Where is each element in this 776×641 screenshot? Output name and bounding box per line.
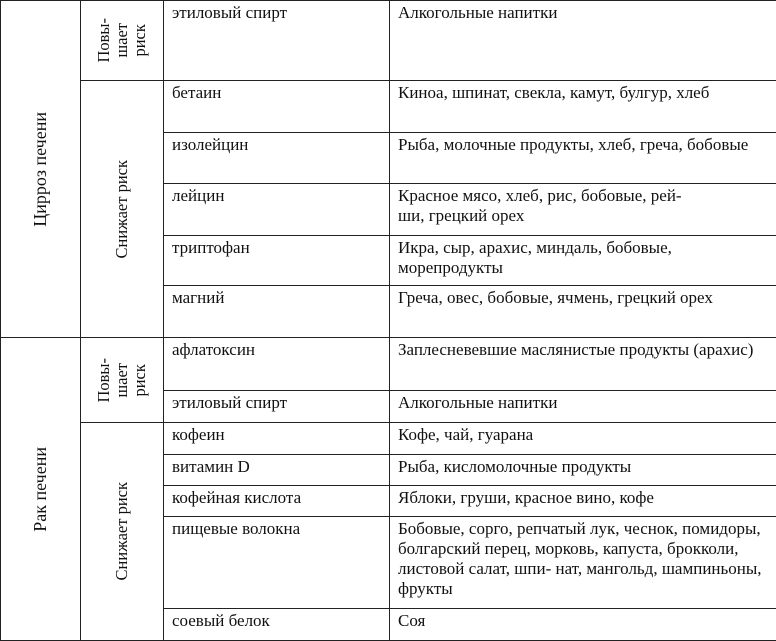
sources-cell: Бобовые, сорго, репчатый лук, чеснок, помидоры, болгарский перец, морковь, капуста, брокколи, листовой салат, шпи- нат, мангольд, шампиньоны, фрукты [390,517,776,609]
risk-group-cell [81,1,164,81]
substance-cell: магний [164,286,390,338]
table-row [1,423,776,455]
substance-cell: витамин D [164,455,390,486]
substance-cell: изолейцин [164,133,390,184]
table-row [1,338,776,391]
sources-cell: Соя [390,609,776,641]
risk-group-cell [81,338,164,423]
sources-cell: Рыба, кисломолочные продукты [390,455,776,486]
substance-cell: триптофан [164,236,390,286]
substance-cell: афлатоксин [164,338,390,391]
sources-cell: Алкогольные напитки [390,1,776,81]
risk-group-cell [81,423,164,641]
sources-cell: Заплесневевшие маслянистые продукты (арахис) [390,338,776,391]
substance-cell: кофейная кислота [164,486,390,517]
table-row [1,81,776,133]
sources-cell: Икра, сыр, арахис, миндаль, бобовые, морепродукты [390,236,776,286]
substance-cell: бетаин [164,81,390,133]
risk-group-label: Повы- шает риск [95,18,149,63]
substance-cell: этиловый спирт [164,1,390,81]
disease-cell [1,1,81,338]
disease-label: Цирроз печени [31,112,50,227]
sources-cell: Рыба, молочные продукты, хлеб, греча, бобовые [390,133,776,184]
disease-label: Рак печени [31,447,50,532]
risk-group-label: Снижает риск [113,482,131,580]
substance-cell: пищевые волокна [164,517,390,609]
sources-cell: Кофе, чай, гуарана [390,423,776,455]
sources-cell: Красное мясо, хлеб, рис, бобовые, рей- ши, грецкий орех [390,184,776,236]
risk-group-label: Снижает риск [113,160,131,258]
sources-cell: Греча, овес, бобовые, ячмень, грецкий орех [390,286,776,338]
substance-cell: лейцин [164,184,390,236]
sources-cell: Яблоки, груши, красное вино, кофе [390,486,776,517]
disease-cell [1,338,81,641]
substance-cell: кофеин [164,423,390,455]
table-body [1,1,776,641]
risk-group-label: Повы- шает риск [95,358,149,403]
risk-group-cell [81,81,164,338]
substance-cell: соевый белок [164,609,390,641]
substance-cell: этиловый спирт [164,391,390,423]
sources-cell: Киноа, шпинат, свекла, камут, булгур, хлеб [390,81,776,133]
sources-cell: Алкогольные напитки [390,391,776,423]
table-row [1,1,776,81]
